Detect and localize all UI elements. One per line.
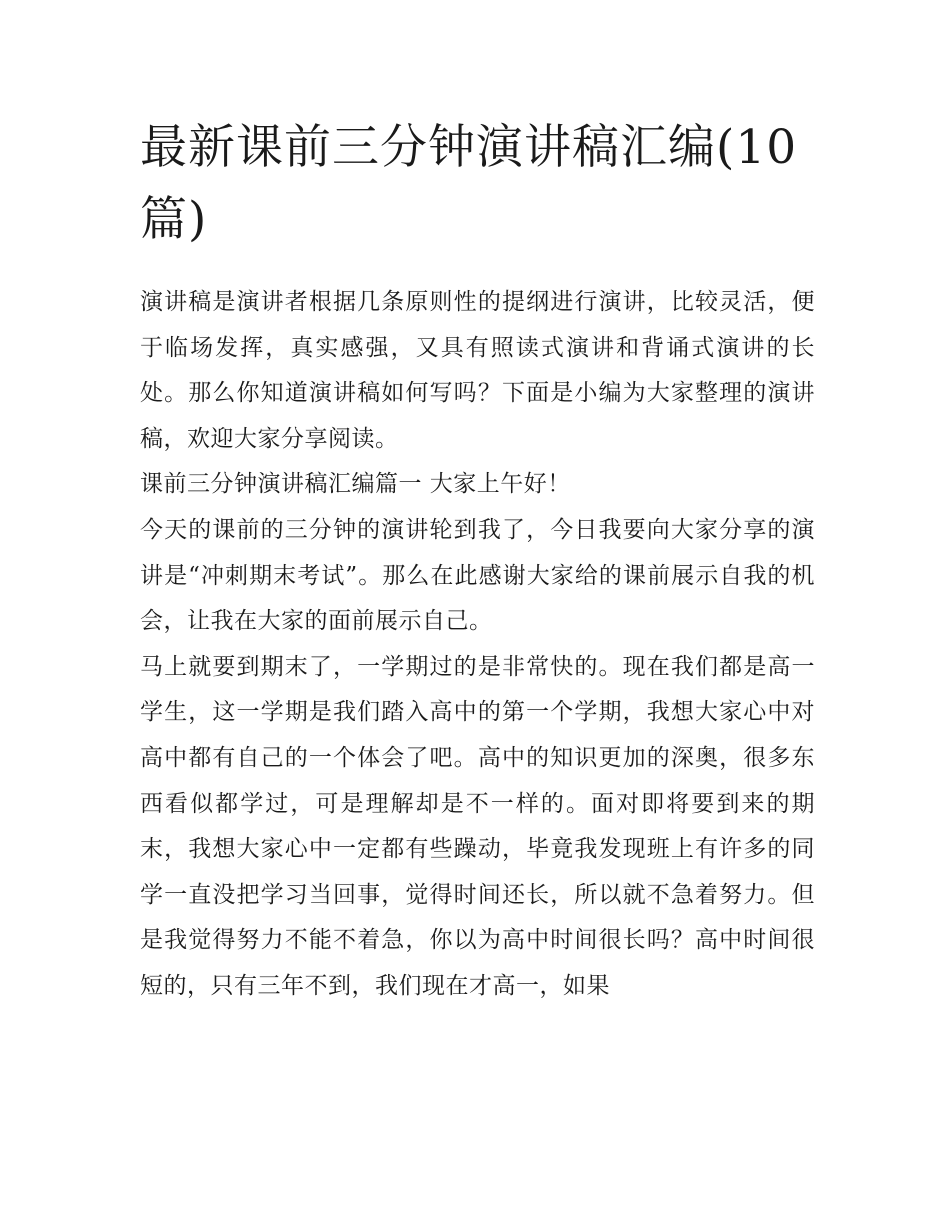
section-heading-paragraph: 课前三分钟演讲稿汇编篇一 大家上午好！ bbox=[140, 471, 571, 498]
intro-paragraph: 演讲稿是演讲者根据几条原则性的提纲进行演讲，比较灵活，便于临场发挥，真实感强，又具有照读式演讲和背诵式演讲的长处。那么你知道演讲稿如何写吗？下面是小编为大家整理的演讲稿，欢迎大家分享阅读。 bbox=[140, 289, 815, 452]
document-body bbox=[140, 280, 815, 1010]
body-paragraph: 今天的课前的三分钟的演讲轮到我了，今日我要向大家分享的演讲是“冲刺期末考试”。那么在此感谢大家给的课前展示自我的机会，让我在大家的面前展示自己。 bbox=[140, 516, 815, 635]
document-title: 最新课前三分钟演讲稿汇编(10篇) bbox=[140, 120, 798, 247]
body-paragraph: 马上就要到期末了，一学期过的是非常快的。现在我们都是高一学生，这一学期是我们踏入高中的第一个学期，我想大家心中对高中都有自己的一个体会了吧。高中的知识更加的深奥，很多东西看似都学过，可是理解却是不一样的。面对即将要到来的期末，我想大家心中一定都有些躁动，毕竟我发现班上有许多的同学一直没把学习当回事，觉得时间还长，所以就不急着努力。但是我觉得努力不能不着急，你以为高中时间很长吗？高中时间很短的，只有三年不到，我们现在才高一，如果 bbox=[140, 653, 815, 999]
